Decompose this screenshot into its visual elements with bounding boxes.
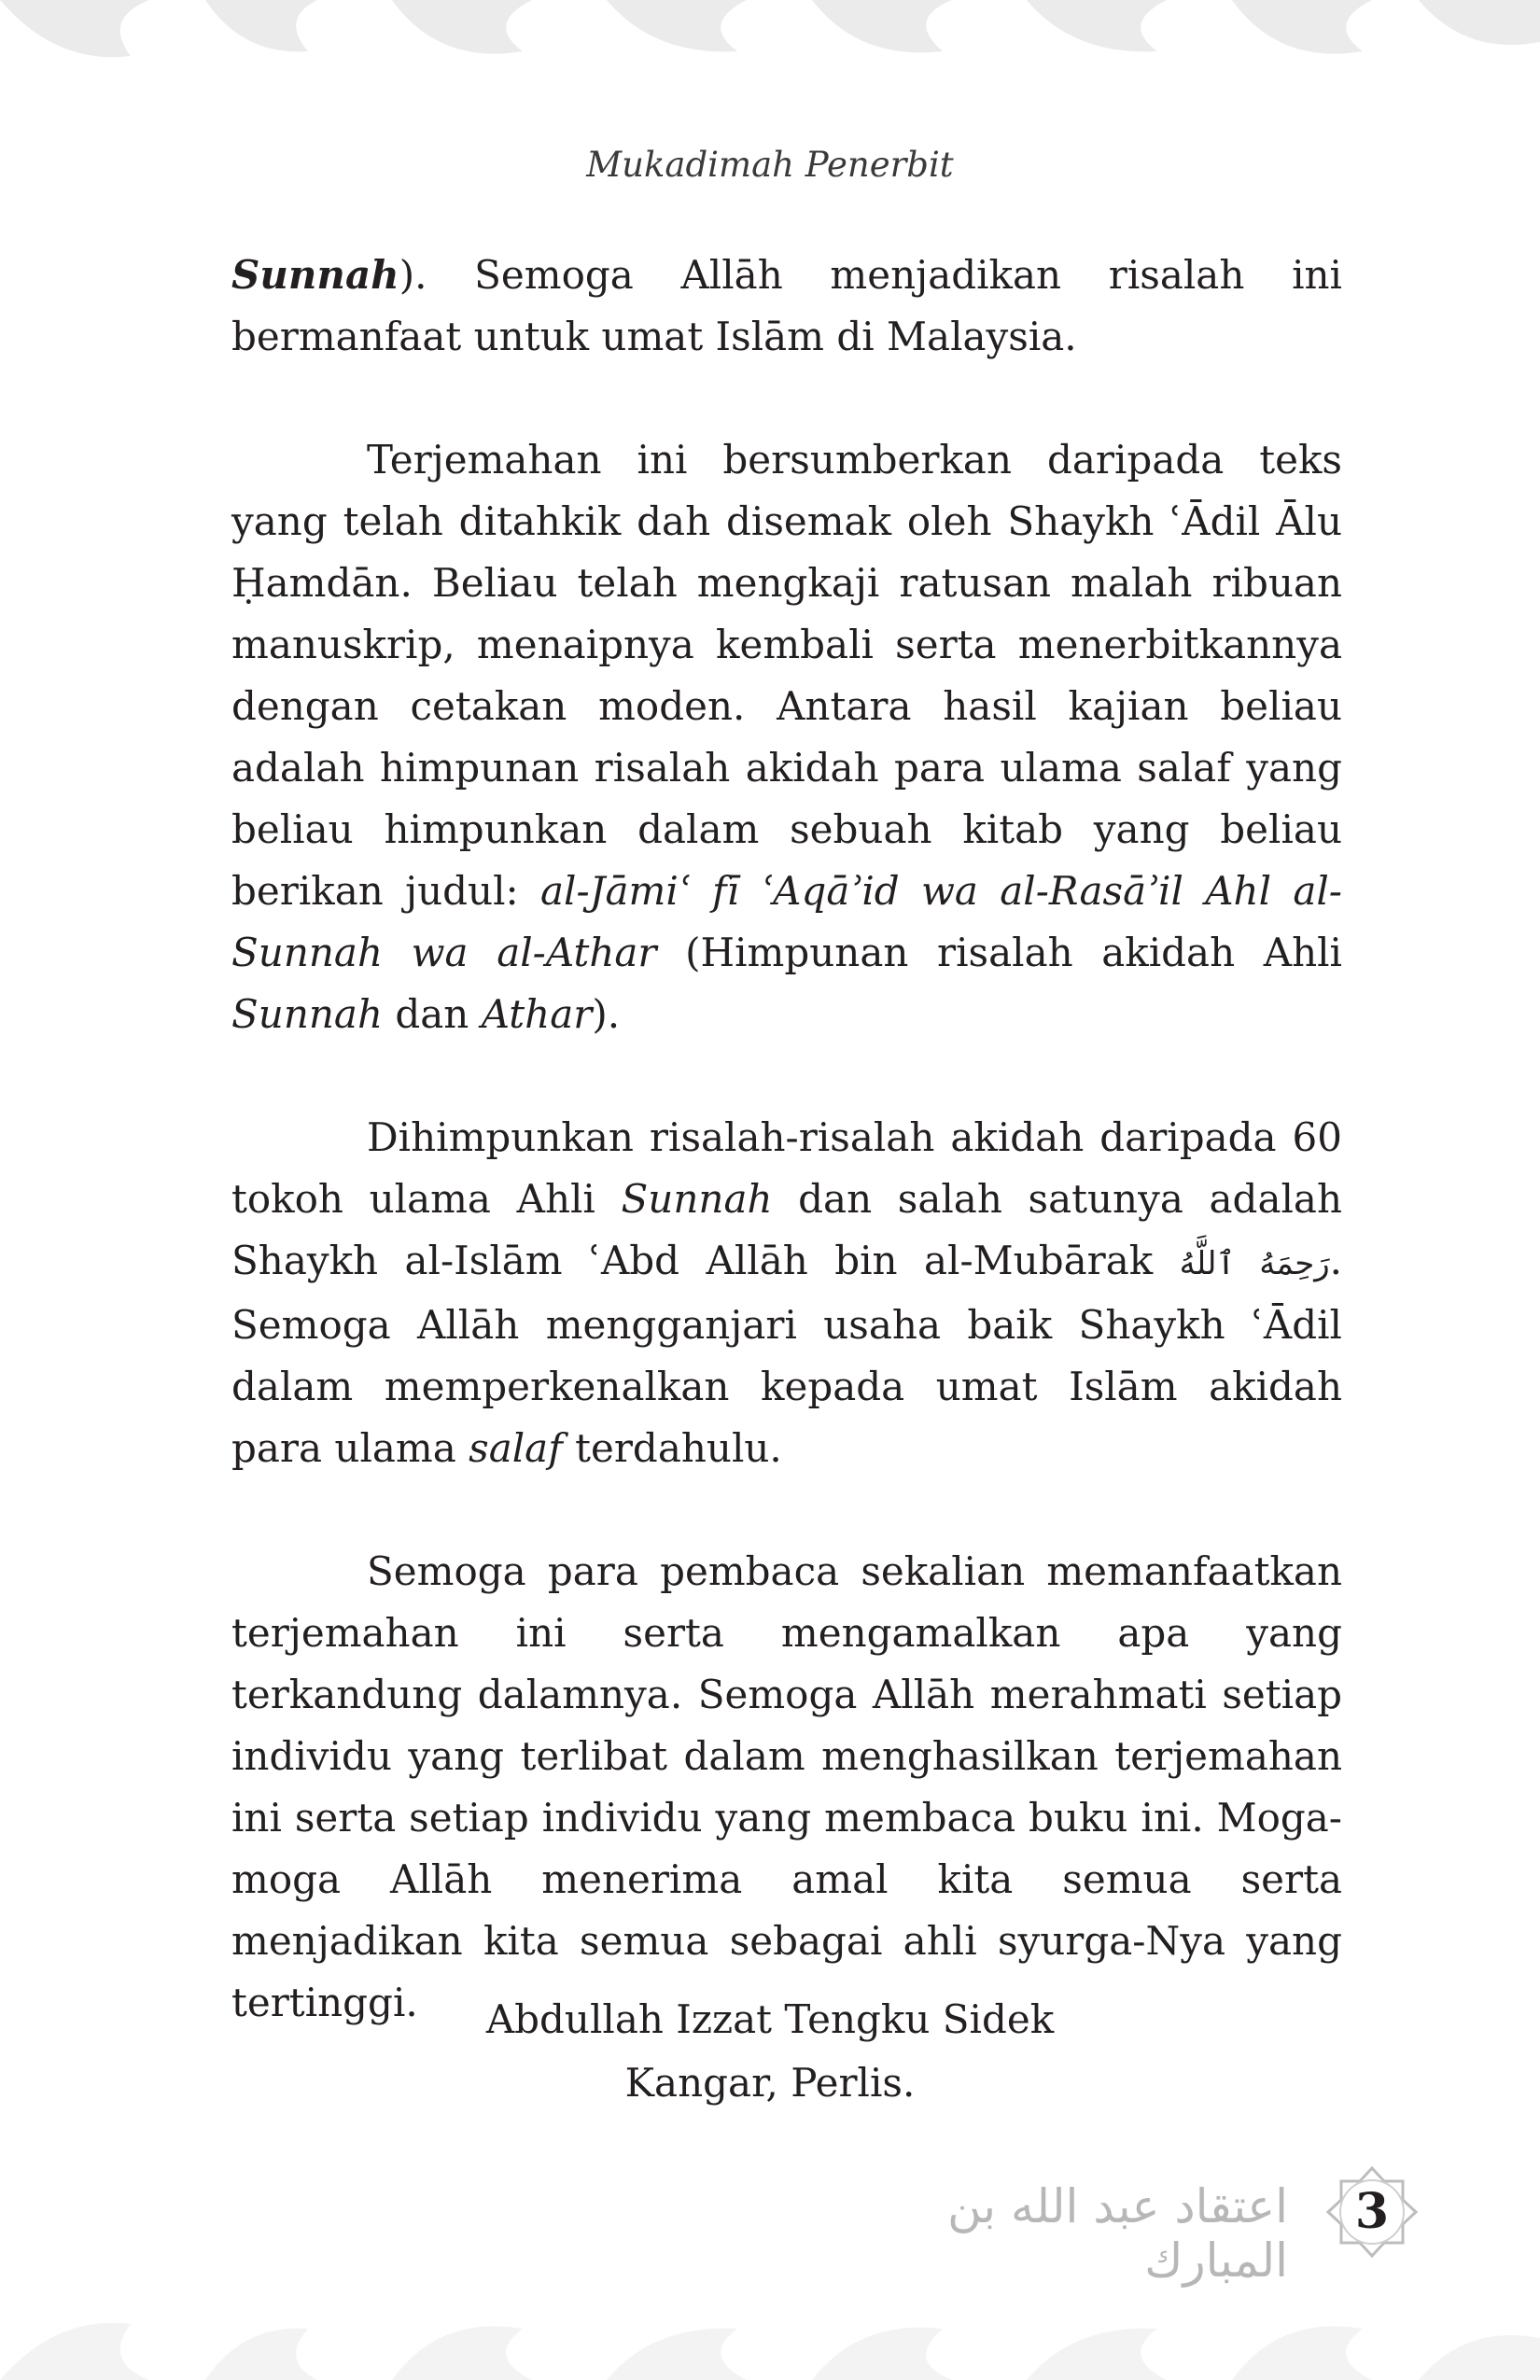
signature-name: Abdullah Izzat Tengku Sidek [485, 1996, 1055, 2042]
paragraph-1 [231, 245, 1342, 368]
running-header: Mukadimah Penerbit [586, 145, 954, 185]
floral-ornament-bottom-icon [0, 2296, 1540, 2380]
paragraph-3-text-3: . Semoga Allāh mengganjari usaha baik Shaykh ʿĀdil dalam memperkenalkan kepada umat Islām akidah para ulama [231, 1238, 1342, 1471]
book-title-italic: al-Jāmiʿ fī ʿAqāʾid wa al-Rasāʾil Ahl al-Sunnah wa al-Athar [231, 868, 1342, 975]
paragraph-2-text-4: ). [592, 991, 621, 1037]
emphasis-sunnah: Sunnah [231, 252, 399, 298]
floral-ornament-icon [0, 0, 1540, 84]
paragraph-4: Semoga para pembaca sekalian memanfaatkan terjemahan ini serta mengamalkan apa yang terkandung dalamnya. Semoga Allāh merahmati setiap individu yang terlibat dalam menghasilkan terjemahan ini serta setiap individu yang membaca buku ini. Moga-moga Allāh menerima amal kita semua serta menjadikan kita semua sebagai ahli syurga-Nya yang tertinggi. [231, 1548, 1342, 2025]
italic-athar: Athar [481, 991, 593, 1037]
page-number: 3 [1354, 2183, 1390, 2240]
paragraph-3-text-2: dan salah satunya adalah Shaykh al-Islām ʿAbd Allāh bin al-Mubārak [231, 1176, 1343, 1283]
paragraph-2-text-2: (Himpunan risalah akidah Ahli [656, 930, 1342, 975]
paragraph-3-text-4: terdahulu. [562, 1425, 782, 1471]
footer-book-title: اعتقاد عبد الله بن المبارك [947, 2179, 1288, 2288]
paragraph-2-text-3: dan [383, 991, 482, 1037]
signature-place: Kangar, Perlis. [624, 2060, 916, 2106]
signature-block [0, 1988, 1540, 2115]
paragraph-2-text-1: Terjemahan ini bersumberkan daripada teks yang telah ditahkik dah disemak oleh Shaykh ʿĀdil Ālu Ḥamdān. Beliau telah mengkaji ratusan malah ribuan manuskrip, menaipnya kembali serta menerbitkannya dengan cetakan moden. Antara hasil kajian beliau adalah himpunan risalah akidah para ulama salaf yang beliau himpunkan dalam sebuah kitab yang beliau berikan judul: [231, 437, 1342, 914]
paragraph-3 [231, 1107, 1342, 1479]
italic-sunnah-2: Sunnah [621, 1176, 773, 1222]
arabic-honorific: رَحِمَهُ ٱللَّهُ [1179, 1245, 1330, 1282]
paragraph-2 [231, 429, 1342, 1045]
body-text [231, 245, 1342, 2095]
italic-salaf: salaf [469, 1425, 563, 1471]
paragraph-1-text: ). Semoga Allāh menjadikan risalah ini bermanfaat untuk umat Islām di Malaysia. [231, 252, 1342, 359]
top-ornament-band [0, 0, 1540, 84]
italic-sunnah: Sunnah [231, 991, 384, 1037]
paragraph-3-text-1: Dihimpunkan risalah-risalah akidah daripada 60 tokoh ulama Ahli [231, 1114, 1342, 1222]
bottom-ornament-band [0, 2296, 1540, 2380]
